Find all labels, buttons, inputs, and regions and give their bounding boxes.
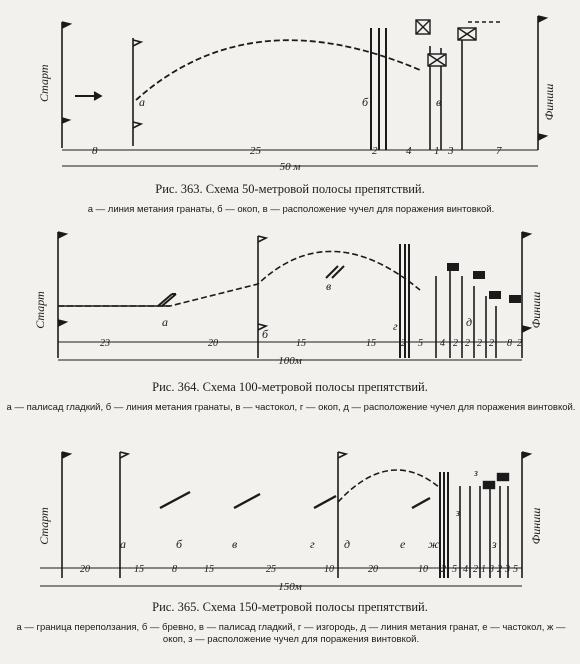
segment-1: 20 [80, 564, 90, 575]
label-b: б [362, 95, 369, 109]
total-length: 50 м [279, 161, 301, 173]
segment-9: 2 [465, 338, 470, 349]
segment-2: 20 [208, 338, 218, 349]
start-label: Старт [37, 64, 51, 102]
label-a: а [162, 315, 168, 329]
segment-12: 8 [507, 338, 512, 349]
label-z1: з [492, 537, 497, 551]
label-b: б [176, 537, 183, 551]
segment-16: 3 [505, 564, 510, 575]
label-g: г [310, 537, 315, 551]
segment-4: 15 [366, 338, 376, 349]
finish-label: Финиш [529, 507, 543, 545]
finish-label: Финиш [529, 291, 543, 329]
label-g: г [393, 319, 398, 333]
label-a: а [139, 95, 145, 109]
segment-4: 15 [204, 564, 214, 575]
segment-10: 5 [452, 564, 457, 575]
label-a: а [120, 537, 126, 551]
segment-13: 2 [517, 338, 522, 349]
segment-3: 8 [172, 564, 177, 575]
segment-7: 7 [496, 145, 502, 157]
caption-364: Рис. 364. Схема 100-метровой полосы препятствий. [152, 380, 428, 394]
label-v: в [232, 537, 238, 551]
legend-364: а — палисад гладкий, б — линия метания гранаты, в — частокол, г — окоп, д — расположение чучел для поражения винтовкой. [6, 402, 576, 413]
segment-4: 4 [406, 145, 412, 157]
segment-17: 5 [513, 564, 518, 575]
label-v: в [326, 279, 332, 293]
caption-365: Рис. 365. Схема 150-метровой полосы препятствий. [152, 600, 428, 614]
segment-9: 2 [441, 564, 446, 575]
label-z2: з [456, 508, 460, 519]
label-b: б [262, 327, 269, 341]
label-d: д [466, 315, 473, 329]
start-label: Старт [33, 291, 47, 329]
label-v: в [436, 95, 442, 109]
segment-11: 4 [463, 564, 468, 575]
segment-6: 3 [448, 145, 454, 157]
label-e: е [400, 537, 406, 551]
segment-8: 2 [453, 338, 458, 349]
segment-10: 2 [477, 338, 482, 349]
segment-12: 2 [473, 564, 478, 575]
segment-5: 1 [434, 145, 440, 157]
segment-2: 15 [134, 564, 144, 575]
segment-15: 2 [497, 564, 502, 575]
scheme-363 [0, 8, 580, 188]
segment-8: 10 [418, 564, 428, 575]
total-length: 100м [278, 355, 302, 367]
finish-label: Финиш [542, 83, 556, 121]
start-label: Старт [37, 507, 51, 545]
segment-14: 3 [489, 564, 494, 575]
segment-5: 25 [266, 564, 276, 575]
segment-6: 10 [324, 564, 334, 575]
total-length: 150м [278, 581, 302, 593]
legend-363: а — линия метания гранаты, б — окоп, в — расположение чучел для поражения винтовкой. [87, 204, 495, 215]
legend-365: а — граница переползания, б — бревно, в — палисад гладкий, г — изгородь, д — линия метания гранат, е — частокол, ж — окоп, з — расположение чучел для поражения винтовкой. [16, 622, 566, 645]
caption-363: Рис. 363. Схема 50-метровой полосы препятствий. [155, 182, 425, 196]
segment-7: 20 [368, 564, 378, 575]
segment-3: 15 [296, 338, 306, 349]
segment-6: 5 [418, 338, 423, 349]
scheme-365 [0, 446, 580, 596]
scheme-364 [0, 226, 580, 376]
segment-5: 2 [401, 338, 406, 349]
segment-1: 8 [92, 145, 98, 157]
label-d: д [344, 537, 351, 551]
label-zh: ж [428, 537, 440, 551]
segment-13: 1 [481, 564, 486, 575]
segment-3: 2 [372, 145, 378, 157]
label-z3: з [474, 468, 478, 479]
segment-1: 23 [100, 338, 110, 349]
segment-11: 2 [489, 338, 494, 349]
segment-2: 25 [250, 145, 261, 157]
segment-7: 4 [440, 338, 445, 349]
